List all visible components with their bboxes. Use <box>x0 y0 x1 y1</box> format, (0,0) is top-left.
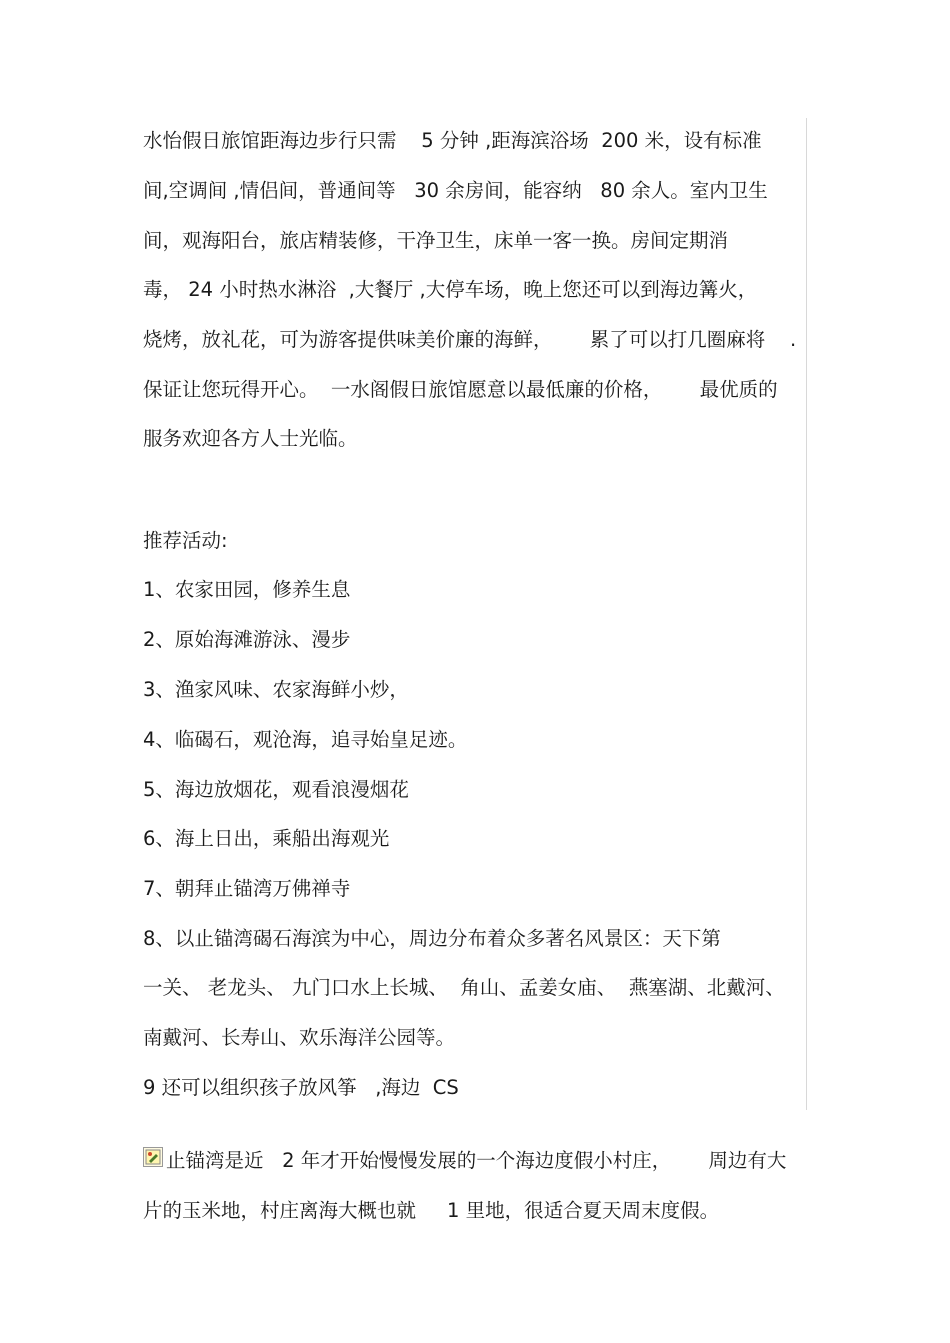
intro-line: 保证让您玩得开心。 一水阁假日旅馆愿意以最低廉的价格， 最优质的 <box>143 378 778 401</box>
activity-item: 1、农家田园，修养生息 <box>143 578 351 601</box>
activity-item: 8、以止锚湾碣石海滨为中心，周边分布着众多著名风景区：天下第 <box>143 927 721 950</box>
footer-line: 止锚湾是近 2 年才开始慢慢发展的一个海边度假小村庄， 周边有大 <box>166 1149 787 1172</box>
intro-line: 间,空调间 ,情侣间，普通间等 30 余房间，能容纳 80 余人。室内卫生 <box>143 179 768 202</box>
image-placeholder-icon <box>143 1147 163 1167</box>
intro-line: 烧烤，放礼花，可为游客提供味美价廉的海鲜， 累了可以打几圈麻将 . <box>143 328 797 351</box>
activity-item: 5、海边放烟花，观看浪漫烟花 <box>143 778 409 801</box>
activities-heading: 推荐活动: <box>143 529 228 552</box>
activity-item: 一关、 老龙头、 九门口水上长城、 角山、孟姜女庙、 燕塞湖、北戴河、 <box>143 976 785 999</box>
activity-item: 4、临碣石，观沧海，追寻始皇足迹。 <box>143 728 468 751</box>
activity-item: 9 还可以组织孩子放风筝 ,海边 CS <box>143 1076 459 1099</box>
intro-line: 水怡假日旅馆距海边步行只需 5 分钟 ,距海滨浴场 200 米，设有标准 <box>143 129 762 152</box>
activity-item: 南戴河、长寿山、欢乐海洋公园等。 <box>143 1026 456 1049</box>
activity-item: 2、原始海滩游泳、漫步 <box>143 628 351 651</box>
activity-item: 3、渔家风味、农家海鲜小炒， <box>143 678 409 701</box>
margin-rule <box>806 118 807 1110</box>
footer-line: 片的玉米地，村庄离海大概也就 1 里地，很适合夏天周末度假。 <box>143 1199 720 1222</box>
activity-item: 6、海上日出，乘船出海观光 <box>143 827 390 850</box>
intro-line: 间，观海阳台，旅店精装修，干净卫生，床单一客一换。房间定期消 <box>143 229 729 252</box>
intro-line: 服务欢迎各方人士光临。 <box>143 427 358 450</box>
intro-line: 毒， 24 小时热水淋浴 ,大餐厅 ,大停车场，晚上您还可以到海边篝火， <box>143 278 758 301</box>
activity-item: 7、朝拜止锚湾万佛禅寺 <box>143 877 351 900</box>
